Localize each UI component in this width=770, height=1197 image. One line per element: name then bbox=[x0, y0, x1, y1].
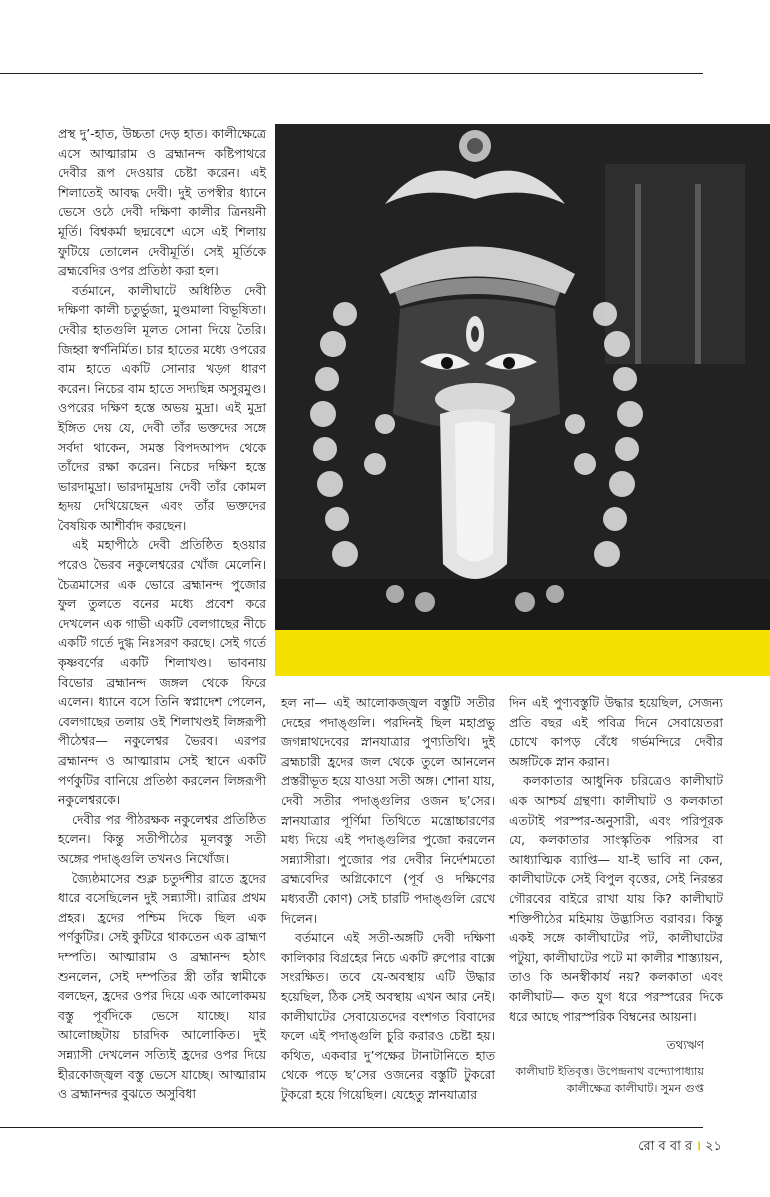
section-name: রো ব বা র bbox=[638, 1139, 693, 1154]
paragraph: হল না— এই আলোকজ্জ্বল বস্তুটি সতীর দেহের পদাঙ্গুলি। পরদিনই ছিল মহাপ্রভু জগন্নাথদেবের স্নানযাত্রার পুণ্যতিথি। দুই ব্রহ্মচারী হ্রদের জল থেকে তুলে আনলেন প্রস্তরীভূত হয়ে যাওয়া সতী অঙ্গ। শোনা যায়, দেবী সতীর পদাঙ্গুলির ওজন ছ’সের। স্নানযাত্রার পূর্ণিমা তিথিতে মন্ত্রোচ্চারণের মধ্য দিয়ে এই পদাঙ্গুলির পুজো করলেন সন্ন্যাসীরা। পুজোর পর দেবীর নির্দেশমতো ব্রহ্মবেদির অগ্নিকোণে (পূর্ব ও দক্ষিণের মধ্যবর্তী কোণ) সেই চারটি পদাঙ্গুলি রেখে দিলেন। bbox=[281, 695, 495, 926]
text-column-3 bbox=[509, 693, 723, 1026]
yellow-caption-band bbox=[275, 630, 770, 676]
reference-line: কালীক্ষেত্র কালীঘাট। সুমন গুপ্ত bbox=[566, 1082, 704, 1095]
kali-idol-illustration bbox=[275, 124, 770, 630]
paragraph: দেবীর পর পীঠরক্ষক নকুলেশ্বর প্রতিষ্ঠিত হলেন। কিন্তু সতীপীঠের মূলবস্তু সতী অঙ্গের পদাঙ্গুলি তখনও নিখোঁজ। bbox=[58, 811, 266, 866]
paragraph: কলকাতার আধুনিক চরিত্রেও কালীঘাট এক আশ্চর্য গ্রন্থণা। কালীঘাট ও কলকাতা এতটাই পরস্পর-অনুসারী, এবং পরিপূরক যে, কলকাতার সাংস্কৃতিক পরিসর বা আধ্যাত্মিক ব্যাপ্তি— যা-ই ভাবি না কেন, কালীঘাটকে সেই বিপুল বৃত্তের, সেই নিরন্তর গৌরবের বাইরে রাখা যায় কি? কালীঘাট শক্তিপীঠের মহিমায় উদ্ভাসিত বরাবর। কিন্তু একই সঙ্গে কালীঘাটের পট, কালীঘাটের পটুয়া, কালীঘাটের পটে মা কালীর শাস্ত্যায়ন, তাও কি অনস্বীকার্য নয়? কলকাতা এবং কালীঘাট— কত যুগ ধরে পরস্পরের দিকে ধরে আছে পারস্পরিক বিম্বনের আয়না। bbox=[509, 773, 723, 1024]
references-heading: তথ্যঋণ bbox=[666, 1038, 704, 1052]
kali-idol-photo bbox=[275, 124, 770, 630]
page-footer bbox=[638, 1136, 722, 1158]
text-column-1 bbox=[58, 124, 266, 1104]
reference-line: কালীঘাট ইতিবৃত্ত। উপেন্দ্রনাথ বন্দ্যোপাধ্যায় bbox=[515, 1064, 704, 1078]
paragraph: দিন এই পুণ্যবস্তুটি উদ্ধার হয়েছিল, সেজন্য প্রতি বছর এই পবিত্র দিনে সেবায়েতরা চোখে কাপড় বেঁধে গর্ভমন্দিরে দেবীর অঙ্গটিকে স্নান করান। bbox=[509, 695, 723, 769]
references bbox=[424, 1037, 704, 1098]
footer-separator: । bbox=[696, 1139, 702, 1154]
paragraph: জ্যৈষ্ঠমাসের শুক্ল চতুর্দশীর রাতে হ্রদের ধারে বসেছিলেন দুই সন্ন্যাসী। রাত্রির প্রথম প্রহর। হ্রদের পশ্চিম দিকে ছিল এক পর্ণকুটির। সেই কুটিরে থাকতেন এক ব্রাহ্মণ দম্পতি। আত্মারাম ও ব্রহ্মানন্দ হঠাৎ শুনলেন, সেই দম্পতির স্ত্রী তাঁর স্বামীকে বলছেন, হ্রদের ওপর দিয়ে এক আলোকময় বস্তু পূর্বদিকে ভেসে যাচ্ছে। যার আলোচ্ছটায় চারদিক আলোকিত। দুই সন্ন্যাসী দেখলেন সত্যিই হ্রদের ওপর দিয়ে হীরকোজ্জ্বল বস্তু ভেসে যাচ্ছে। আত্মারাম ও ব্রহ্মানন্দর বুঝতে অসুবিধা bbox=[58, 870, 266, 1102]
page-number: ২১ bbox=[705, 1139, 722, 1154]
paragraph: বর্তমানে এই সতী-অঙ্গটি দেবী দক্ষিণা কালিকার বিগ্রহের নিচে একটি রুপোর বাক্সে সংরক্ষিত। তবে যে-অবস্থায় এটি উদ্ধার হয়েছিল, ঠিক সেই অবস্থায় এখন আর নেই। কালীঘাটের সেবায়েতদের বংশগত বিবাদের ফলে এই পদাঙ্গুলি চুরি করারও চেষ্টা হয়। কথিত, একবার দু’পক্ষের টানাটানিতে হাত থেকে পড়ে ছ’সের ওজনের বস্তুটি টুকরো টুকরো হয়ে গিয়েছিল। যেহেতু স্নানযাত্রার bbox=[281, 930, 495, 1102]
bottom-rule bbox=[0, 1127, 703, 1128]
paragraph: প্রস্থ দু’-হাত, উচ্চতা দেড় হাত। কালীক্ষেত্রে এসে আত্মারাম ও ব্রহ্মানন্দ কষ্টিপাথরে দেবীর রূপ দেওয়ার চেষ্টা করেন। এই শিলাতেই আবদ্ধ দেবী। দুই তপস্বীর ধ্যানে ভেসে ওঠে দেবী দক্ষিণা কালীর ত্রিনয়নী মূর্তি। বিশ্বকর্মা ছদ্মবেশে এসে এই শিলায় ফুটিয়ে তোলেন দেবীমূর্তি। সেই মূর্তিকে ব্রহ্মবেদির ওপর প্রতিষ্ঠা করা হল। bbox=[58, 126, 266, 279]
top-rule bbox=[0, 73, 703, 74]
paragraph: বর্তমানে, কালীঘাটে অধিষ্ঠিত দেবী দক্ষিণা কালী চতুর্ভুজা, মুণ্ডমালা বিভূষিতা। দেবীর হাতগুলি মূলত সোনা দিয়ে তৈরি। জিহ্বা স্বর্ণনির্মিত। চার হাতের মধ্যে ওপরের বাম হাতে একটি সোনার খড়্গ ধারণ করেন। নিচের বাম হাতে সদ্যছিন্ন অসুরমুণ্ড। ওপরের দক্ষিণ হস্তে অভয় মুদ্রা। এই মুদ্রা ইঙ্গিত দেয় যে, দেবী তাঁর ভক্তদের সঙ্গে সর্বদা থাকেন, সমস্ত বিপদআপদ থেকে তাঁদের রক্ষা করেন। নিচের দক্ষিণ হস্তে ভারদামুদ্রা। ভারদামুদ্রায় দেবী তাঁর কোমল হৃদয় দেখিয়েছেন এবং তাঁর ভক্তদের বৈষয়িক আশীর্বাদ করছেন। bbox=[58, 282, 266, 533]
paragraph: এই মহাপীঠে দেবী প্রতিষ্ঠিত হওয়ার পরেও ভৈরব নকুলেশ্বরের খোঁজ মেলেনি। চৈত্রমাসের এক ভোরে ব্রহ্মানন্দ পুজোর ফুল তুলতে বনের মধ্যে প্রবেশ করে দেখলেন এক গাভী একটি বেলগাছের নীচে একটি গর্তে দুগ্ধ নিঃসরণ করছে। সেই গর্তে কৃষ্ণবর্ণের একটি শিলাখণ্ড। ভাবনায় বিভোর ব্রহ্মানন্দ জঙ্গল থেকে ফিরে এলেন। ধ্যানে বসে তিনি স্বপ্নাদেশ পেলেন, বেলগাছের তলায় ওই শিলাখণ্ডই লিঙ্গরূপী পীঠেশ্বর— নকুলেশ্বর ভৈরব। এরপর ব্রহ্মানন্দ ও আত্মারাম সেই স্থানে একটি পর্ণকুটির বানিয়ে প্রতিষ্ঠা করলেন লিঙ্গরূপী নকুলেশ্বরকে। bbox=[58, 537, 266, 808]
